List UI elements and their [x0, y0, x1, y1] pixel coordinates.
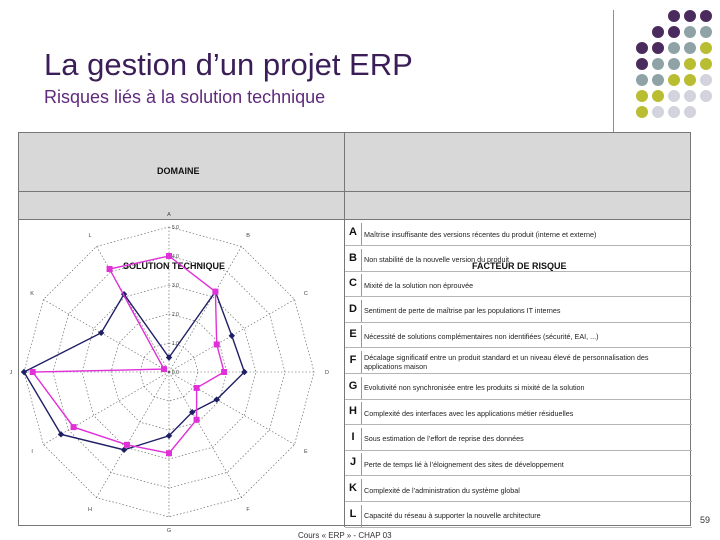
risk-letter: K: [349, 482, 357, 494]
radar-spoke: [169, 246, 242, 372]
decor-dot: [684, 106, 696, 118]
risk-row: [345, 220, 692, 246]
risk-text: Complexité des interfaces avec les applications métier résiduelles: [361, 402, 688, 424]
decor-dot: [700, 90, 712, 102]
decor-dot: [684, 90, 696, 102]
decor-dot: [652, 26, 664, 38]
risk-row: [345, 399, 692, 425]
decor-dot: [652, 90, 664, 102]
risk-row: [345, 246, 692, 272]
risk-letter: D: [349, 302, 357, 315]
risk-panel: [9, 132, 691, 535]
risk-letter: L: [349, 507, 357, 520]
radar-chart: [9, 211, 344, 535]
risk-letter: I: [351, 430, 355, 443]
radar-tick-label: 0.0: [172, 370, 179, 376]
radar-spoke: [43, 300, 169, 373]
radar-point-square: [30, 369, 36, 375]
radar-axis-label: A: [167, 211, 171, 218]
decor-dot: [636, 90, 648, 102]
decor-dot: [684, 42, 696, 54]
radar-axis-label: K: [30, 290, 34, 297]
radar-axis-label: C: [303, 290, 308, 297]
risk-letter: C: [349, 277, 357, 290]
footer-text: Cours « ERP » - CHAP 03: [298, 531, 392, 540]
radar-point-diamond: [98, 330, 104, 336]
radar-point-square: [166, 450, 172, 456]
risk-letter: J: [349, 456, 357, 469]
risk-row: [345, 476, 692, 502]
radar-axis-label: I: [31, 449, 33, 456]
risk-text: Sous estimation de l’effort de reprise des données: [361, 428, 688, 450]
decor-dot: [668, 42, 680, 54]
risk-text: Maîtrise insuffisante des versions récentes du produit (interne et externe): [361, 223, 688, 245]
risk-text: Mixité de la solution non éprouvée: [361, 274, 688, 296]
decor-dot: [684, 58, 696, 70]
risk-text: Non stabilité de la nouvelle version du produit: [361, 249, 688, 271]
radar-tick-label: 2.0: [172, 312, 179, 318]
decor-dot: [668, 26, 680, 38]
radar-point-square: [161, 366, 167, 372]
risk-text: Capacité du réseau à supporter la nouvelle architecture: [361, 505, 688, 527]
risk-row: [345, 322, 692, 348]
decor-dot: [652, 42, 664, 54]
facteur-risque-header: FACTEUR DE RISQUE: [472, 261, 567, 271]
risk-text: Décalage significatif entre un produit standard et un niveau élevé de personnalisation des applications maison: [361, 351, 688, 373]
radar-axis-label: G: [166, 528, 172, 535]
slide-title: La gestion d’un projet ERP: [44, 47, 413, 82]
radar-tick-label: 3.0: [172, 283, 179, 289]
radar-axis-label: D: [325, 370, 330, 376]
radar-point-diamond: [229, 333, 235, 339]
risk-row: [345, 348, 692, 374]
decor-dot: [668, 74, 680, 86]
radar-point-square: [107, 266, 113, 272]
domain-header-band: [19, 133, 690, 192]
decor-dot: [700, 42, 712, 54]
risk-letter: G: [348, 379, 358, 392]
decor-dot: [700, 26, 712, 38]
risk-text: Nécessité de solutions complémentaires non identifiées (sécurité, EAI, ...): [361, 325, 688, 347]
risk-row: [345, 271, 692, 297]
radar-axis-label: L: [88, 233, 92, 240]
risk-letter: B: [349, 251, 357, 264]
domain-header: DOMAINE: [157, 166, 200, 176]
decor-dot: [684, 10, 696, 22]
page-number: 59: [700, 515, 711, 525]
decor-dot: [652, 74, 664, 86]
radar-axis-label: E: [304, 449, 308, 456]
slide-subtitle: Risques liés à la solution technique: [44, 87, 326, 107]
radar-point-diamond: [58, 431, 64, 437]
radar-spoke: [97, 372, 170, 498]
radar-tick-label: 4.0: [172, 254, 179, 260]
decor-dot: [668, 58, 680, 70]
decor-dot: [700, 74, 712, 86]
risk-text: Complexité de l’administration du système global: [361, 479, 688, 501]
radar-point-square: [221, 369, 227, 375]
decor-dot: [652, 106, 664, 118]
radar-point-square: [71, 424, 77, 430]
risk-text: Perte de temps lié à l’éloignement des sites de développement: [361, 453, 688, 475]
risk-letter: F: [349, 354, 357, 366]
decor-dot: [636, 42, 648, 54]
decor-dot: [684, 26, 696, 38]
risk-row: [345, 374, 692, 400]
decor-dot: [652, 58, 664, 70]
decor-dot: [668, 10, 680, 22]
decor-dot: [684, 74, 696, 86]
radar-spoke: [169, 372, 295, 445]
radar-point-square: [214, 341, 220, 347]
risk-row: [345, 297, 692, 323]
decor-dot: [700, 58, 712, 70]
decor-dot: [636, 58, 648, 70]
decor-dot: [668, 106, 680, 118]
risk-row: [345, 425, 692, 451]
radar-spoke: [97, 246, 170, 372]
risk-letter: A: [349, 226, 357, 238]
radar-point-square: [194, 385, 200, 391]
radar-point-square: [212, 289, 218, 295]
radar-axis-label: B: [246, 233, 250, 240]
decor-dot: [636, 106, 648, 118]
radar-point-square: [124, 442, 130, 448]
risk-letter: E: [349, 328, 357, 341]
risk-text: Evolutivité non synchronisée entre les produits si mixité de la solution: [361, 377, 688, 399]
radar-tick-label: 5.0: [172, 225, 179, 231]
risk-row: [345, 450, 692, 476]
risk-letter: H: [349, 405, 357, 418]
decor-dot: [668, 90, 680, 102]
decor-dot-grid: [620, 10, 720, 120]
risk-row: [345, 502, 692, 528]
radar-series-line: [31, 256, 224, 456]
radar-point-diamond: [21, 369, 27, 375]
risk-text: Sentiment de perte de maîtrise par les populations IT internes: [361, 300, 688, 322]
decor-dot: [700, 10, 712, 22]
radar-spoke: [169, 372, 242, 498]
radar-axis-label: F: [246, 506, 250, 513]
radar-axis-label: J: [9, 370, 13, 376]
radar-point-square: [194, 417, 200, 423]
radar-tick-label: 1.0: [172, 341, 179, 347]
decor-vertical-line: [613, 10, 614, 132]
radar-axis-label: H: [87, 506, 92, 513]
solution-technique-header: SOLUTION TECHNIQUE: [123, 261, 226, 271]
decor-dot: [636, 74, 648, 86]
radar-point-square: [166, 253, 172, 259]
